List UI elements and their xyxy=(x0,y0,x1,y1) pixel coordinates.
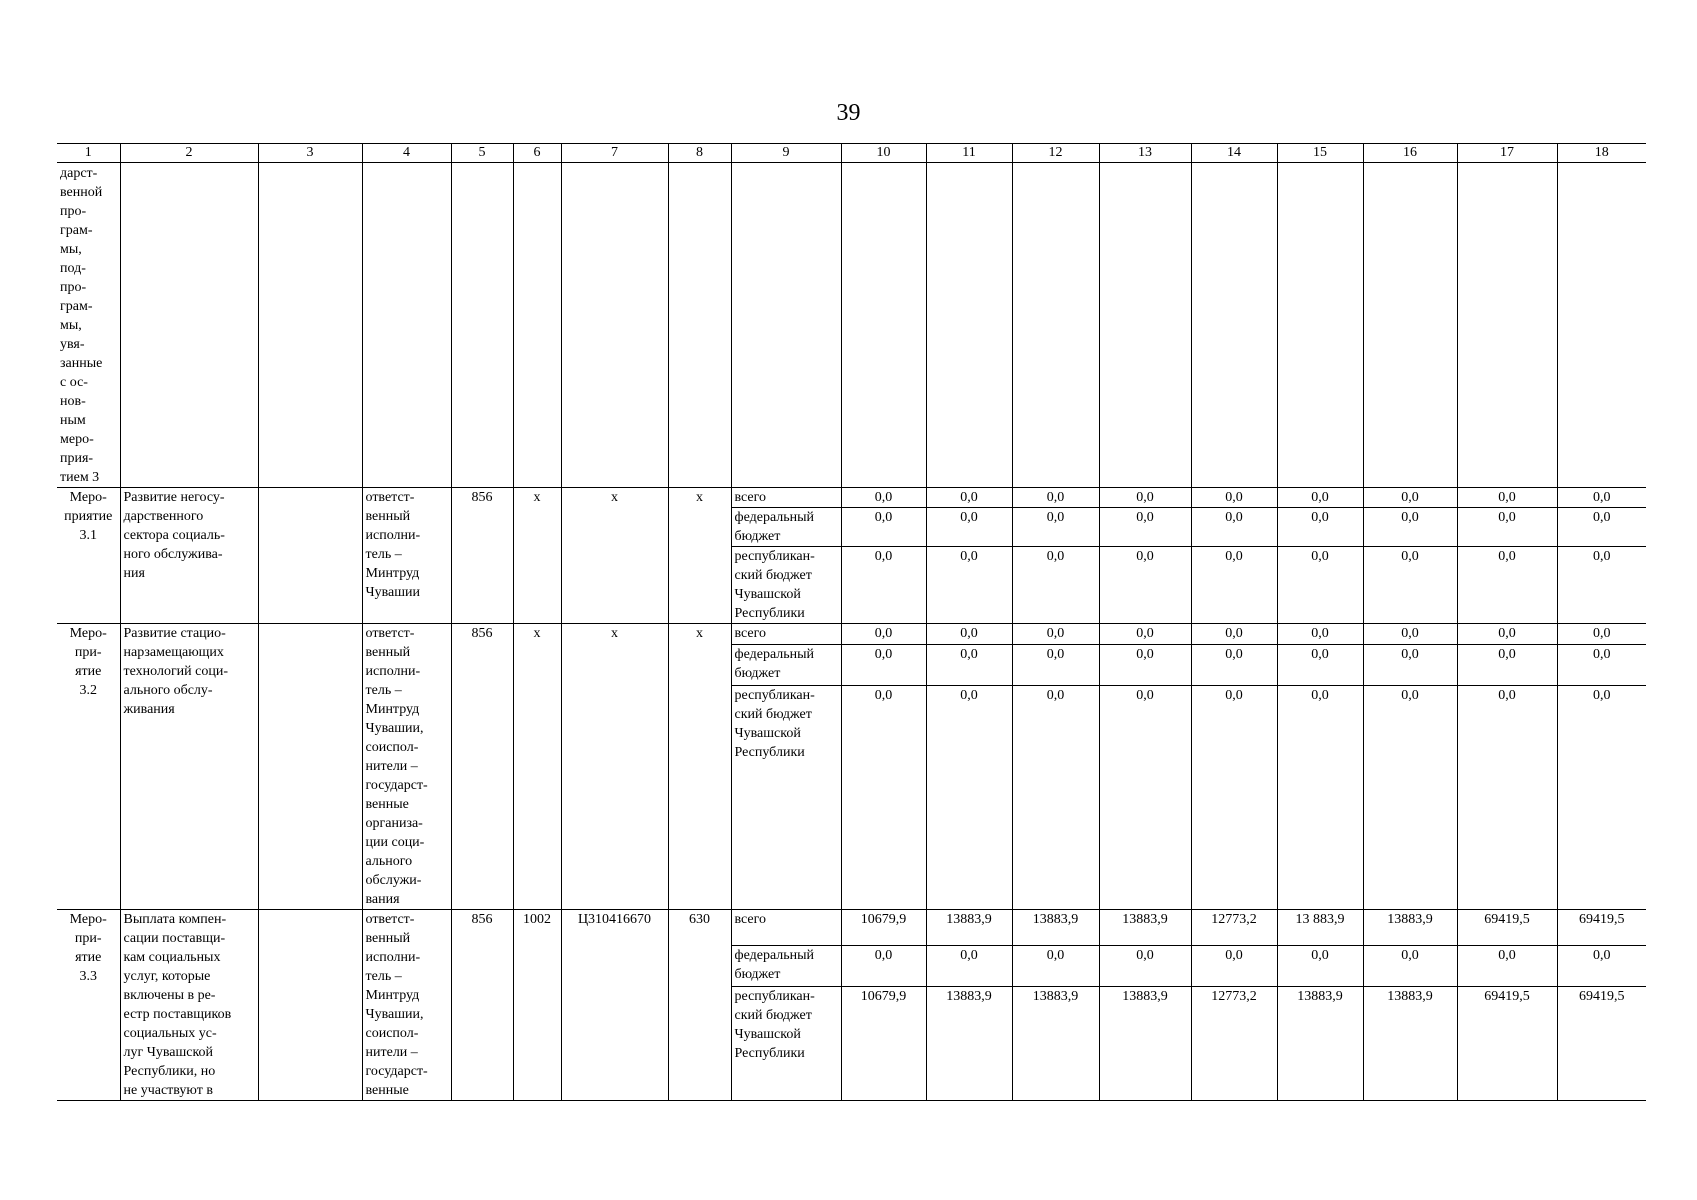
funding-value: 0,0 xyxy=(1191,547,1277,624)
funding-value: 0,0 xyxy=(1457,508,1557,547)
funding-value: 13883,9 xyxy=(1012,987,1099,1101)
funding-value: 13 883,9 xyxy=(1277,910,1363,946)
measure-executor: ответст- венный исполни- тель – Минтруд Чувашии xyxy=(362,488,451,624)
column-header: 10 xyxy=(841,144,926,163)
column-header: 2 xyxy=(120,144,258,163)
funding-value: 0,0 xyxy=(1012,488,1099,508)
measure-col3 xyxy=(258,488,362,624)
continuation-label: дарст- венной про- грам- мы, под- про- грам- мы, увя- занные с ос- нов- ным меро- прия- тием 3 xyxy=(57,163,120,488)
funding-value: 0,0 xyxy=(1363,488,1457,508)
funding-value: 0,0 xyxy=(926,508,1012,547)
measure-col5: 856 xyxy=(451,910,513,1101)
funding-value: 0,0 xyxy=(1099,624,1191,645)
funding-value: 0,0 xyxy=(1191,686,1277,910)
funding-value: 0,0 xyxy=(1099,547,1191,624)
column-header: 3 xyxy=(258,144,362,163)
measure-col5: 856 xyxy=(451,488,513,624)
funding-value: 12773,2 xyxy=(1191,910,1277,946)
page-number: 39 xyxy=(836,100,861,126)
table-header xyxy=(57,144,1646,163)
funding-source: всего xyxy=(731,488,841,508)
funding-value: 0,0 xyxy=(1557,645,1646,686)
funding-value: 0,0 xyxy=(1099,946,1191,987)
table-row xyxy=(57,624,1646,645)
funding-value: 0,0 xyxy=(926,624,1012,645)
funding-value: 0,0 xyxy=(1363,547,1457,624)
measure-name: Меро- при- ятие 3.3 xyxy=(57,910,120,1101)
funding-value: 0,0 xyxy=(926,946,1012,987)
column-header: 16 xyxy=(1363,144,1457,163)
funding-value: 0,0 xyxy=(841,624,926,645)
funding-value: 0,0 xyxy=(926,686,1012,910)
funding-value: 13883,9 xyxy=(1363,987,1457,1101)
funding-value: 13883,9 xyxy=(1012,910,1099,946)
column-header: 4 xyxy=(362,144,451,163)
measure-col3 xyxy=(258,910,362,1101)
funding-source: федеральный бюджет xyxy=(731,508,841,547)
column-header: 14 xyxy=(1191,144,1277,163)
funding-value: 0,0 xyxy=(1557,488,1646,508)
funding-value: 0,0 xyxy=(1191,946,1277,987)
funding-value: 13883,9 xyxy=(1277,987,1363,1101)
funding-value: 0,0 xyxy=(926,645,1012,686)
measure-title: Развитие стацио- нарзамещающих технологий соци- ального обслу- живания xyxy=(120,624,258,910)
funding-value: 69419,5 xyxy=(1557,987,1646,1101)
funding-value: 0,0 xyxy=(1099,645,1191,686)
column-header: 12 xyxy=(1012,144,1099,163)
funding-value: 0,0 xyxy=(1099,508,1191,547)
funding-value: 0,0 xyxy=(1557,686,1646,910)
funding-value: 13883,9 xyxy=(926,910,1012,946)
column-header: 18 xyxy=(1557,144,1646,163)
funding-value: 0,0 xyxy=(1363,624,1457,645)
funding-source: федеральный бюджет xyxy=(731,645,841,686)
measure-executor: ответст- венный исполни- тель – Минтруд Чувашии, соиспол- нители – государст- венные xyxy=(362,910,451,1101)
measure-col7: Ц310416670 xyxy=(561,910,668,1101)
funding-value: 0,0 xyxy=(1457,645,1557,686)
funding-value: 69419,5 xyxy=(1457,910,1557,946)
column-header: 9 xyxy=(731,144,841,163)
funding-value: 0,0 xyxy=(1277,624,1363,645)
funding-value: 0,0 xyxy=(841,946,926,987)
funding-value: 0,0 xyxy=(1363,686,1457,910)
funding-value: 0,0 xyxy=(1363,645,1457,686)
continuation-row xyxy=(57,163,1646,488)
funding-value: 0,0 xyxy=(1457,488,1557,508)
funding-value: 13883,9 xyxy=(1363,910,1457,946)
funding-value: 0,0 xyxy=(1012,624,1099,645)
funding-value: 0,0 xyxy=(1277,488,1363,508)
column-header: 13 xyxy=(1099,144,1191,163)
funding-value: 69419,5 xyxy=(1457,987,1557,1101)
funding-value: 0,0 xyxy=(1099,686,1191,910)
funding-source: республикан- ский бюджет Чувашской Республики xyxy=(731,987,841,1101)
funding-value: 0,0 xyxy=(1363,508,1457,547)
measure-col3 xyxy=(258,624,362,910)
funding-value: 0,0 xyxy=(1557,946,1646,987)
funding-value: 13883,9 xyxy=(926,987,1012,1101)
funding-value: 0,0 xyxy=(1557,547,1646,624)
measure-col6: x xyxy=(513,488,561,624)
funding-value: 0,0 xyxy=(1457,686,1557,910)
funding-value: 69419,5 xyxy=(1557,910,1646,946)
funding-value: 0,0 xyxy=(1012,508,1099,547)
funding-value: 0,0 xyxy=(1277,946,1363,987)
column-header: 17 xyxy=(1457,144,1557,163)
funding-value: 10679,9 xyxy=(841,910,926,946)
funding-value: 0,0 xyxy=(1277,645,1363,686)
funding-value: 13883,9 xyxy=(1099,910,1191,946)
funding-value: 10679,9 xyxy=(841,987,926,1101)
funding-value: 0,0 xyxy=(1191,624,1277,645)
funding-value: 0,0 xyxy=(841,508,926,547)
funding-value: 0,0 xyxy=(1191,508,1277,547)
funding-value: 0,0 xyxy=(1557,624,1646,645)
funding-value: 0,0 xyxy=(1363,946,1457,987)
column-header: 1 xyxy=(57,144,120,163)
funding-value: 12773,2 xyxy=(1191,987,1277,1101)
column-header: 5 xyxy=(451,144,513,163)
column-header: 6 xyxy=(513,144,561,163)
measure-col6: x xyxy=(513,624,561,910)
funding-value: 0,0 xyxy=(1557,508,1646,547)
funding-value: 0,0 xyxy=(1012,547,1099,624)
funding-value: 0,0 xyxy=(1457,624,1557,645)
measure-col8: x xyxy=(668,488,731,624)
funding-source: республикан- ский бюджет Чувашской Республики xyxy=(731,547,841,624)
funding-value: 0,0 xyxy=(1277,547,1363,624)
measure-title: Выплата компен- сации поставщи- кам социальных услуг, которые включены в ре- естр поставщиков социальных ус- луг Чувашской Республики, но не участвуют в xyxy=(120,910,258,1101)
funding-value: 0,0 xyxy=(841,686,926,910)
funding-value: 0,0 xyxy=(1012,946,1099,987)
funding-source: республикан- ский бюджет Чувашской Республики xyxy=(731,686,841,910)
measure-col6: 1002 xyxy=(513,910,561,1101)
measure-name: Меро- приятие 3.1 xyxy=(57,488,120,624)
funding-value: 13883,9 xyxy=(1099,987,1191,1101)
funding-value: 0,0 xyxy=(841,488,926,508)
funding-value: 0,0 xyxy=(841,547,926,624)
column-header: 11 xyxy=(926,144,1012,163)
funding-value: 0,0 xyxy=(1457,946,1557,987)
table-row xyxy=(57,488,1646,508)
measure-executor: ответст- венный исполни- тель – Минтруд Чувашии, соиспол- нители – государст- венные организа- ции соци- ального обслужи- вания xyxy=(362,624,451,910)
measure-col7: x xyxy=(561,488,668,624)
funding-value: 0,0 xyxy=(841,645,926,686)
funding-value: 0,0 xyxy=(1277,686,1363,910)
measure-col7: x xyxy=(561,624,668,910)
funding-value: 0,0 xyxy=(1191,488,1277,508)
column-header: 7 xyxy=(561,144,668,163)
measure-name: Меро- при- ятие 3.2 xyxy=(57,624,120,910)
table-body xyxy=(57,163,1646,1101)
measure-title: Развитие негосу- дарственного сектора социаль- ного обслужива- ния xyxy=(120,488,258,624)
funding-value: 0,0 xyxy=(1012,686,1099,910)
funding-value: 0,0 xyxy=(1191,645,1277,686)
funding-source: всего xyxy=(731,624,841,645)
column-header: 15 xyxy=(1277,144,1363,163)
budget-table xyxy=(57,143,1646,1101)
funding-value: 0,0 xyxy=(926,488,1012,508)
funding-source: федеральный бюджет xyxy=(731,946,841,987)
measure-col8: x xyxy=(668,624,731,910)
funding-source: всего xyxy=(731,910,841,946)
funding-value: 0,0 xyxy=(1012,645,1099,686)
funding-value: 0,0 xyxy=(1099,488,1191,508)
funding-value: 0,0 xyxy=(926,547,1012,624)
funding-value: 0,0 xyxy=(1277,508,1363,547)
measure-col5: 856 xyxy=(451,624,513,910)
table-row xyxy=(57,910,1646,946)
column-header: 8 xyxy=(668,144,731,163)
funding-value: 0,0 xyxy=(1457,547,1557,624)
measure-col8: 630 xyxy=(668,910,731,1101)
